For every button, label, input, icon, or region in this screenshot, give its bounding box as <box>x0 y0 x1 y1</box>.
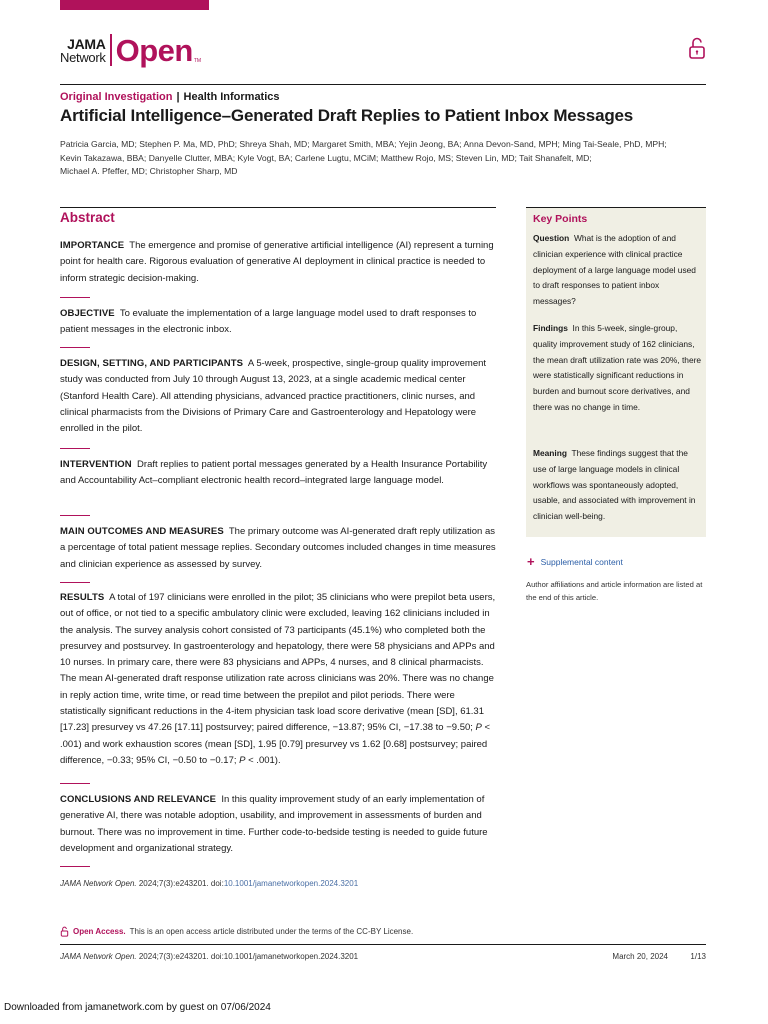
footer-journal: JAMA Network Open. <box>60 952 137 961</box>
footer-ref: 2024;7(3):e243201. doi:10.1001/jamanetworkopen.2024.3201 <box>136 952 359 961</box>
section-rule <box>60 448 90 449</box>
logo-trademark: TM <box>193 58 202 64</box>
open-access-notice <box>60 926 413 937</box>
outcomes-text: The primary outcome was AI-generated draft reply utilization as a percentage of total patient message replies. Secondary outcomes included changes in time measures and clinician experience as assessed by survey. <box>60 526 496 570</box>
conclusions-label: CONCLUSIONS AND RELEVANCE <box>60 794 217 805</box>
section-rule <box>60 783 90 784</box>
importance-label: IMPORTANCE <box>60 240 125 251</box>
article-type[interactable]: Original Investigation <box>60 91 173 103</box>
open-access-icon <box>60 926 69 937</box>
page-number: 1/13 <box>690 952 706 961</box>
open-access-text: This is an open access article distributed under the terms of the CC-BY License. <box>129 927 414 936</box>
logo-jama-text: JAMA <box>67 35 106 52</box>
citation-line <box>60 878 358 889</box>
logo-open-text: Open <box>115 32 193 68</box>
affiliations-note: Author affiliations and article information are listed at the end of this article. <box>526 580 703 602</box>
key-points-findings <box>533 321 703 416</box>
question-text: What is the adoption of and clinician experience with clinical practice deployment of a large language model used to draft responses to patient inbox messages? <box>533 233 696 307</box>
findings-text: In this 5-week, single-group, quality improvement study of 162 clinicians, the mean draft utilization rate was 20%, there were statistically significant reductions in burden and burnout score derivatives, and there was no change in time. <box>533 323 702 412</box>
logo-network-text: Network <box>60 49 106 65</box>
footer-date: March 20, 2024 <box>612 952 668 961</box>
open-access-label[interactable]: Open Access. <box>73 927 126 936</box>
meaning-label: Meaning <box>533 448 567 458</box>
plus-icon: + <box>527 554 535 569</box>
footer-rule <box>60 944 706 945</box>
p-value-symbol: P <box>475 722 482 734</box>
download-note: Downloaded from jamanetwork.com by guest on 07/06/2024 <box>4 1002 271 1013</box>
section-rule <box>60 866 90 867</box>
outcomes-paragraph <box>60 524 500 573</box>
article-section: Health Informatics <box>183 91 280 103</box>
key-points-question <box>533 231 703 310</box>
key-points-meaning <box>533 446 703 525</box>
design-paragraph <box>60 356 500 437</box>
design-text: A 5-week, prospective, single-group quality improvement study was conducted from July 10 through August 13, 2023, at a single academic medical center (Stanford Health Care). All attending physicians, advanced practice practitioners, clinic nurses, and clinical pharmacists from the Divisions of Primary Care and Gastroenterology and Hepatology were enrolled in the pilot. <box>60 358 487 435</box>
objective-paragraph <box>60 306 500 339</box>
meaning-text: These findings suggest that the use of large language models in clinical workflows was spontaneously adopted, usable, and associated with improvement in clinician well-being. <box>533 448 696 522</box>
open-lock-icon[interactable] <box>688 36 706 60</box>
results-text: < .001) and work exhaustion scores (mean [SD], 1.95 [0.79] presurvey vs 1.62 [0.68] postsurvey; paired difference, −0.33; 95% CI, −0.50 to −0.17; <box>60 722 491 766</box>
results-label: RESULTS <box>60 592 105 603</box>
article-section-line <box>60 91 280 104</box>
header-rule <box>60 84 706 85</box>
section-rule <box>60 297 90 298</box>
question-label: Question <box>533 233 570 243</box>
importance-text: The emergence and promise of generative artificial intelligence (AI) represent a turning point for health care. Rigorous evaluation of generative AI deployment in clinical practice is needed to inform strategic decision-making. <box>60 240 494 284</box>
supplemental-label: Supplemental content <box>540 557 623 567</box>
findings-label: Findings <box>533 323 568 333</box>
author-line: Patricia Garcia, MD; Stephen P. Ma, MD, PhD; Shreya Shah, MD; Margaret Smith, MBA; Yejin Jeong, BA; Anna Devon-Sand, MPH; Ming Tai-Seale, PhD, MPH; <box>60 139 667 149</box>
conclusions-paragraph <box>60 792 500 857</box>
supplemental-content-link[interactable] <box>527 556 623 568</box>
logo-wordmark <box>60 37 106 64</box>
intervention-paragraph <box>60 457 500 490</box>
abstract-heading: Abstract <box>60 210 115 225</box>
section-rule <box>60 582 90 583</box>
section-separator: | <box>176 91 180 103</box>
abstract-rule <box>60 207 496 208</box>
results-text: < .001). <box>245 754 281 766</box>
page-footer <box>60 951 706 962</box>
conclusions-text: In this quality improvement study of an early implementation of generative AI, there was notable adoption, usability, and improvement in assessments of burden and burnout. There was no improvement in time. Further code-to-bedside testing is needed to guide future development and organizational strategy. <box>60 794 488 854</box>
intervention-label: INTERVENTION <box>60 459 132 470</box>
outcomes-label: MAIN OUTCOMES AND MEASURES <box>60 526 224 537</box>
p-value-symbol: P <box>239 754 246 766</box>
section-rule <box>60 347 90 348</box>
logo-divider <box>110 34 112 66</box>
importance-paragraph <box>60 238 500 287</box>
author-list <box>60 138 700 179</box>
journal-logo[interactable] <box>60 30 201 70</box>
intervention-text: Draft replies to patient portal messages generated by a Health Insurance Portability and Accountability Act–compliant electronic health record–integrated large language model. <box>60 459 488 487</box>
key-points-heading: Key Points <box>533 213 588 225</box>
results-paragraph <box>60 590 500 769</box>
objective-label: OBJECTIVE <box>60 308 115 319</box>
results-text: A total of 197 clinicians were enrolled in the pilot; 35 clinicians who were prepilot beta users, out of office, or not tied to a specific ambulatory clinic were excluded, leaving 162 clinicians included in the analysis. The survey analysis cohort consisted of 73 participants (45.1%) who completed both the presurvey and postsurvey. In gastroenterology and hepatology, there were 58 physicians and APPs and 10 nurses. In primary care, there were 83 physicians and APPs, 4 nurses, and 8 clinical pharmacists. The mean AI-generated draft response utilization rate across clinicians was 20%. There was no change in reply action time, write time, or read time between the prepilot and pilot periods. There were statistically significant reductions in the 4-item physician task load score derivative (mean [SD], 61.31 [17.23] presurvey vs 47.26 [17.11] postsurvey; paired difference, −13.87; 95% CI, −17.38 to −9.50; <box>60 592 496 734</box>
citation-ref: 2024;7(3):e243201. doi: <box>136 879 224 888</box>
brand-bar <box>60 0 209 10</box>
article-title: Artificial Intelligence–Generated Draft Replies to Patient Inbox Messages <box>60 106 634 125</box>
design-label: DESIGN, SETTING, AND PARTICIPANTS <box>60 358 244 369</box>
section-rule <box>60 515 90 516</box>
citation-journal: JAMA Network Open. <box>60 879 137 888</box>
author-line: Kevin Takazawa, BBA; Danyelle Clutter, MBA; Kyle Vogt, BA; Carlene Lugtu, MCiM; Matthew Rojo, MS; Steven Lin, MD; Tait Shanafelt, MD; <box>60 152 592 163</box>
citation-doi-link[interactable]: 10.1001/jamanetworkopen.2024.3201 <box>223 879 359 888</box>
objective-text: To evaluate the implementation of a large language model used to draft responses to patient messages in the electronic inbox. <box>60 308 477 336</box>
author-line: Michael A. Pfeffer, MD; Christopher Sharp, MD <box>60 166 238 176</box>
